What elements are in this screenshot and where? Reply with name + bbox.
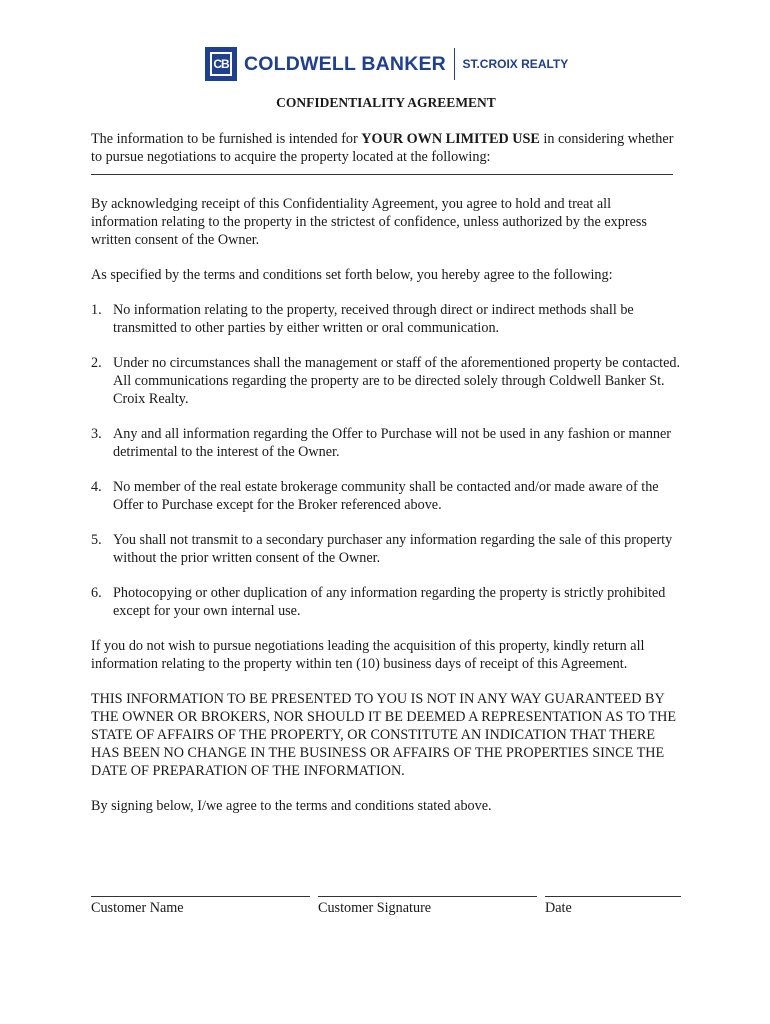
list-item-number: 1.	[91, 302, 102, 318]
company-logo	[205, 45, 568, 83]
intro-text-end: in considering whether to pursue negotiations to acquire the property located at the following:	[91, 131, 674, 165]
cb-logo-icon	[205, 47, 237, 81]
list-item-text: No member of the real estate brokerage community shall be contacted and/or made aware of the Offer to Purchase except for the Broker referenced above.	[113, 479, 659, 513]
signature-line	[545, 896, 681, 897]
list-item-text: No information relating to the property, received through direct or indirect methods shall be transmitted to other parties by either written or oral communication.	[113, 302, 634, 336]
document-body	[91, 94, 681, 815]
intro-text-start: The information to be furnished is intended for	[91, 131, 362, 147]
list-item-number: 5.	[91, 532, 102, 548]
signing-statement: By signing below, I/we agree to the terms and conditions stated above.	[91, 798, 492, 814]
list-item-text: You shall not transmit to a secondary purchaser any information regarding the sale of this property without the prior written consent of the Owner.	[113, 532, 673, 566]
customer-name-label: Customer Name	[91, 900, 184, 916]
list-item	[91, 301, 681, 337]
intro-emphasis: YOUR OWN LIMITED USE	[361, 131, 540, 147]
list-item-text: Under no circumstances shall the management or staff of the aforementioned property be contacted. All communications regarding the property are to be directed solely through Coldwell Banker St. Croix Realty.	[113, 355, 681, 407]
list-item-number: 6.	[91, 585, 102, 601]
return-paragraph: If you do not wish to pursue negotiations leading the acquisition of this property, kindly return all information relating to the property within ten (10) business days of receipt of this Agreement.	[91, 638, 645, 672]
sub-brand-name: ST.CROIX REALTY	[462, 57, 569, 71]
signature-block	[91, 896, 681, 936]
list-item	[91, 584, 681, 620]
document-title: CONFIDENTIALITY AGREEMENT	[276, 95, 496, 110]
list-item-number: 3.	[91, 426, 102, 442]
terms-intro-paragraph: As specified by the terms and conditions set forth below, you hereby agree to the following:	[91, 267, 613, 283]
acknowledgement-paragraph: By acknowledging receipt of this Confidentiality Agreement, you agree to hold and treat all information relating to the property in the strictest of confidence, unless authorized by the express written consent of the Owner.	[91, 196, 647, 248]
list-item	[91, 531, 681, 567]
signature-line	[318, 896, 537, 897]
list-item-text: Photocopying or other duplication of any information regarding the property is strictly prohibited except for your own internal use.	[113, 585, 666, 619]
logo-divider	[454, 48, 456, 80]
signature-line	[91, 896, 310, 897]
terms-list	[91, 301, 681, 620]
list-item-text: Any and all information regarding the Offer to Purchase will not be used in any fashion or manner detrimental to the interest of the Owner.	[113, 426, 672, 460]
customer-name-field[interactable]	[91, 896, 310, 917]
logo-mark-text: CB	[210, 52, 232, 76]
list-item	[91, 425, 681, 461]
list-item-number: 4.	[91, 479, 102, 495]
customer-signature-field[interactable]	[318, 896, 537, 917]
intro-paragraph	[91, 130, 681, 166]
property-address-line[interactable]	[91, 174, 673, 175]
date-field[interactable]	[545, 896, 681, 917]
date-label: Date	[545, 900, 572, 916]
customer-signature-label: Customer Signature	[318, 900, 432, 916]
list-item	[91, 354, 681, 408]
list-item-number: 2.	[91, 355, 102, 371]
disclaimer-paragraph: THIS INFORMATION TO BE PRESENTED TO YOU IS NOT IN ANY WAY GUARANTEED BY THE OWNER OR BROKERS, NOR SHOULD IT BE DEEMED A REPRESENTATION AS TO THE STATE OF AFFAIRS OF THE PROPERTY, OR CONSTITUTE AN INDICATION THAT THERE HAS BEEN NO CHANGE IN THE BUSINESS OR AFFAIRS OF THE PROPERTIES SINCE THE DATE OF PREPARATION OF THE INFORMATION.	[91, 691, 677, 779]
brand-name: COLDWELL BANKER	[244, 52, 446, 75]
list-item	[91, 478, 681, 514]
